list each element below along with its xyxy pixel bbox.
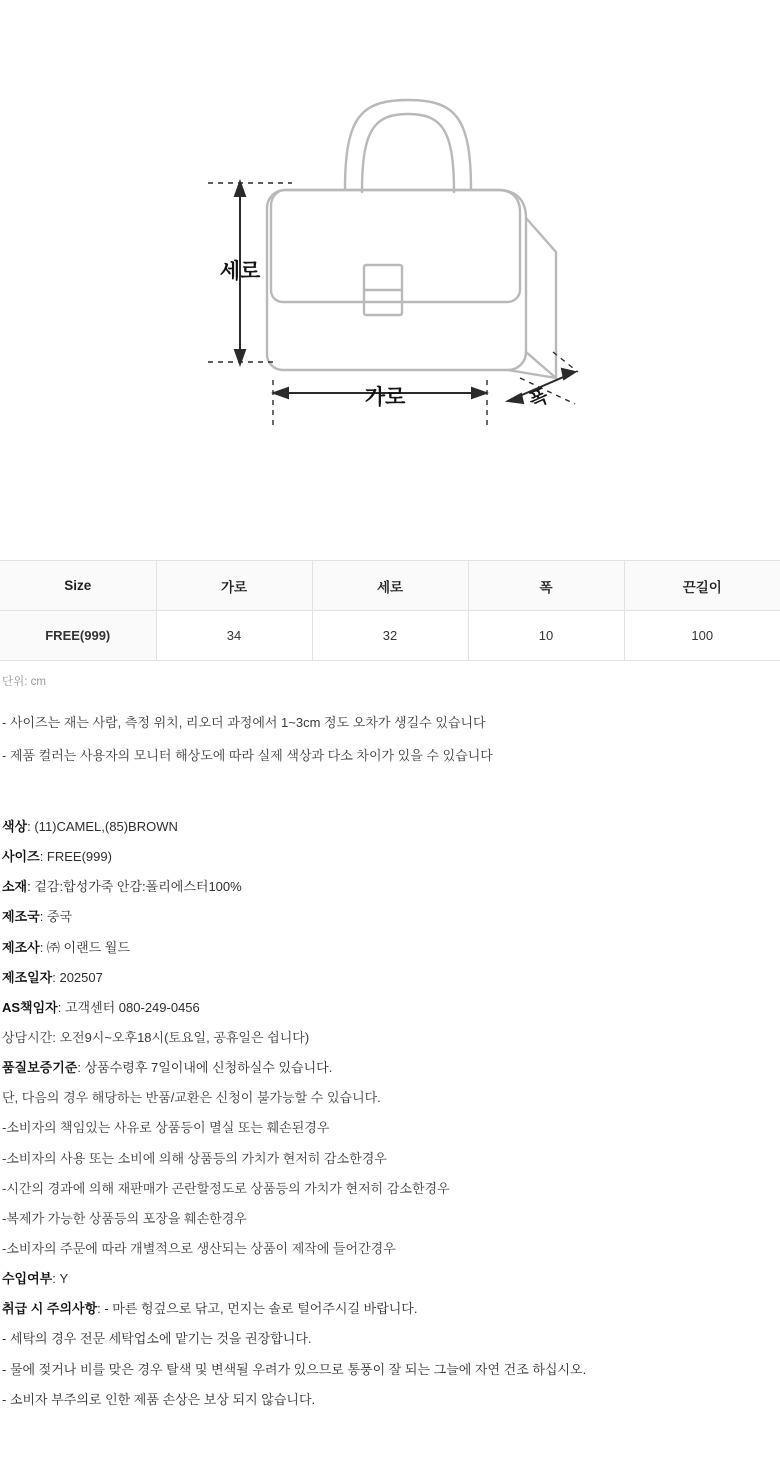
spec-row-care: [2, 1299, 780, 1319]
spec-row-mfg-date: [2, 968, 780, 988]
spec-row-size: [2, 847, 780, 867]
label-height: 세로: [219, 260, 261, 283]
spec-value-import: : Y: [52, 1271, 69, 1287]
return-policy-item: -소비자의 사용 또는 소비에 의해 상품등의 가치가 현저히 감소한경우: [2, 1150, 387, 1166]
spec-row-import: [2, 1269, 780, 1289]
spec-label-color: 색상: [2, 819, 28, 834]
spec-label-as: AS책임자: [2, 999, 58, 1015]
unit-note: 단위: cm: [2, 676, 46, 688]
size-table: [0, 560, 780, 661]
spec-label-care: 취급 시 주의사항: [2, 1301, 98, 1317]
bag-dimension-illustration: [0, 0, 780, 560]
spec-value-mfg-date: : 202507: [52, 969, 103, 985]
spec-row-material: [2, 877, 780, 897]
spec-label-hours: 상담시간: [2, 1029, 53, 1045]
table-cell-strap-length: 100: [624, 611, 780, 661]
measurement-notes: [0, 713, 780, 765]
note-item: - 사이즈는 재는 사람, 측정 위치, 리오더 과정에서 1~3cm 정도 오차가 생길수 있습니다: [2, 715, 486, 730]
table-cell-depth: 10: [468, 611, 624, 661]
spec-value-hours: : 오전9시~오후18시(토요일, 공휴일은 쉽니다): [52, 1029, 310, 1045]
spec-value-color: : (11)CAMEL,(85)BROWN: [27, 819, 178, 834]
spec-value-as: : 고객센터 080-249-0456: [57, 999, 200, 1015]
spec-label-material: 소재: [2, 879, 28, 895]
spec-row-maker: [2, 938, 780, 958]
spec-value-size: : FREE(999): [39, 849, 112, 865]
table-header-cell: 가로: [156, 561, 312, 611]
care-item: - 물에 젖거나 비를 맞은 경우 탈색 및 변색될 우려가 있으므로 통풍이 잘 되는 그늘에 자연 건조 하십시오.: [2, 1361, 587, 1377]
spec-label-mfg-date: 제조일자: [2, 969, 53, 985]
table-header-cell: Size: [0, 561, 156, 611]
spec-row-as: [2, 998, 780, 1018]
product-spec-block: [0, 817, 780, 1410]
return-policy-item: -소비자의 주문에 따라 개별적으로 생산되는 상품이 제작에 들어간경우: [2, 1240, 396, 1256]
spec-value-origin: : 중국: [39, 909, 73, 925]
table-cell-height: 32: [312, 611, 468, 661]
bottom-spacer: [0, 1420, 780, 1460]
spec-label-origin: 제조국: [2, 909, 40, 925]
label-depth: 폭: [526, 385, 552, 413]
table-header-cell: 끈길이: [624, 561, 780, 611]
return-policy-item: -시간의 경과에 의해 재판매가 곤란할정도로 상품등의 가치가 현저히 감소한경우: [2, 1180, 450, 1196]
table-row: [0, 611, 780, 661]
care-item: - 세탁의 경우 전문 세탁업소에 맡기는 것을 권장합니다.: [2, 1331, 312, 1347]
table-header-row: [0, 561, 780, 611]
table-header-cell: 세로: [312, 561, 468, 611]
care-item: - 소비자 부주의로 인한 제품 손상은 보상 되지 않습니다.: [2, 1391, 316, 1407]
table-header-cell: 폭: [468, 561, 624, 611]
spec-label-maker: 제조사: [2, 939, 40, 955]
spec-value-care: : - 마른 헝겊으로 닦고, 먼지는 솔로 털어주시길 바랍니다.: [97, 1301, 418, 1317]
note-item: - 제품 컬러는 사용자의 모니터 해상도에 따라 실제 색상과 다소 차이가 있을 수 있습니다: [2, 747, 493, 763]
spec-row-origin: [2, 907, 780, 927]
spec-label-size: 사이즈: [2, 849, 40, 865]
return-policy-intro: 단, 다음의 경우 해당하는 반품/교환은 신청이 불가능할 수 있습니다.: [2, 1090, 381, 1106]
return-policy-item: -복제가 가능한 상품등의 포장을 훼손한경우: [2, 1210, 247, 1226]
label-width: 가로: [364, 386, 406, 409]
spec-row-warranty: [2, 1058, 780, 1078]
table-cell-width: 34: [156, 611, 312, 661]
spec-label-warranty: 품질보증기준: [2, 1060, 78, 1076]
spec-label-import: 수입여부: [2, 1271, 53, 1287]
spec-row-hours: [2, 1028, 780, 1048]
spec-row-color: [2, 817, 780, 837]
spec-value-material: : 겉감:합성가죽 안감:폴리에스터100%: [27, 879, 242, 895]
spec-value-maker: : ㈜ 이랜드 월드: [39, 939, 130, 955]
spec-value-warranty: : 상품수령후 7일이내에 신청하실수 있습니다.: [77, 1060, 333, 1076]
table-cell-size: FREE(999): [0, 611, 156, 661]
return-policy-item: -소비자의 책임있는 사유로 상품등이 멸실 또는 훼손된경우: [2, 1120, 330, 1136]
